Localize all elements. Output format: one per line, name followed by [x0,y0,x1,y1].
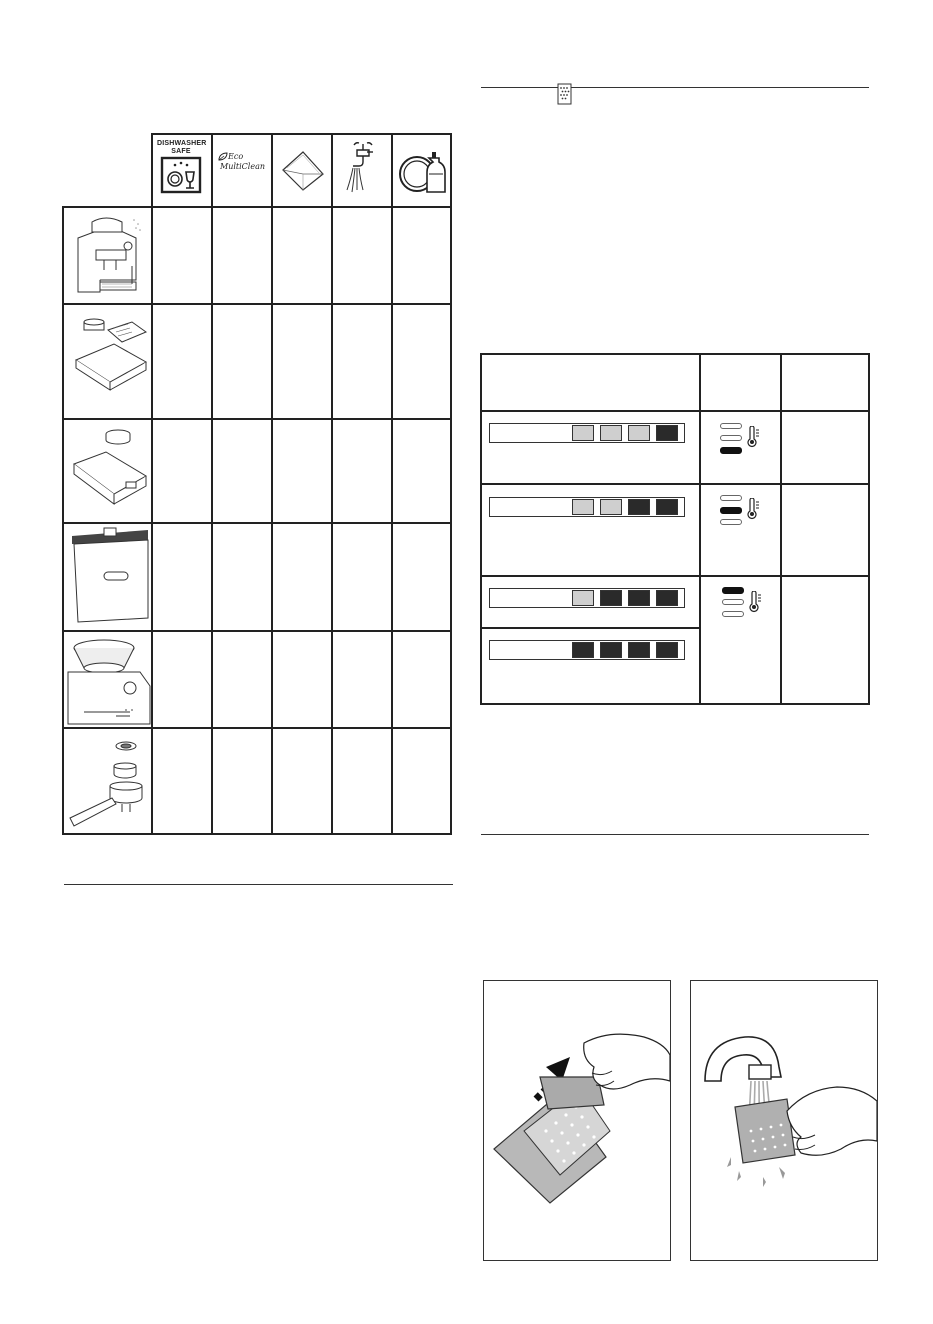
illustration-panel-1 [483,980,671,1261]
header-rule [481,87,869,88]
cloth-icon [279,144,327,194]
dish-soap-icon [397,144,449,196]
left-section-rule [64,884,453,885]
test-strip-row-1 [489,423,685,443]
multiclean-label: MultiClean [220,162,266,171]
tap-water-icon [343,140,383,198]
strip-square [628,425,650,441]
strip-square [600,425,622,441]
open-test-strip-pouch-icon [484,981,670,1260]
rinse-strip-under-tap-icon [691,981,877,1260]
eco-label: Eco [228,152,244,161]
test-strip-row-2 [489,497,685,517]
strip-square [600,590,622,606]
drip-tray-base-icon [70,422,150,518]
strip-square [572,425,594,441]
hardness-indicator-medium [718,493,768,529]
strip-square [628,642,650,658]
eco-multiclean-icon [216,152,270,182]
dishwasher-safe-icon [157,140,205,198]
right-section-rule [481,834,869,835]
strip-square [572,590,594,606]
espresso-machine-icon [70,210,148,300]
strip-square [600,499,622,515]
hardness-indicator-low [718,421,768,457]
drip-tray-assembly-icon [70,310,150,414]
strip-square [628,499,650,515]
test-strip-row-3 [489,588,685,608]
dishwasher-label-line1: DISHWASHER [157,140,207,147]
cleaning-table [60,130,452,838]
strip-square [656,642,678,658]
strip-square [572,499,594,515]
strip-square [628,590,650,606]
strip-square [656,499,678,515]
illustration-panel-2 [690,980,878,1261]
test-strip-row-4 [489,640,685,660]
strip-square [656,590,678,606]
dishwasher-label-line2: SAFE [171,148,191,155]
water-hardness-table [480,353,870,705]
hardness-indicator-high [720,585,770,621]
thermometer-icon [748,591,762,613]
bean-hopper-icon [66,632,152,726]
strip-square [600,642,622,658]
water-hardness-indicator-icon [556,83,574,105]
strip-square [656,425,678,441]
strip-square [572,642,594,658]
water-tank-icon [68,526,152,626]
thermometer-icon [746,426,760,448]
thermometer-icon [746,498,760,520]
portafilter-icon [64,734,150,830]
